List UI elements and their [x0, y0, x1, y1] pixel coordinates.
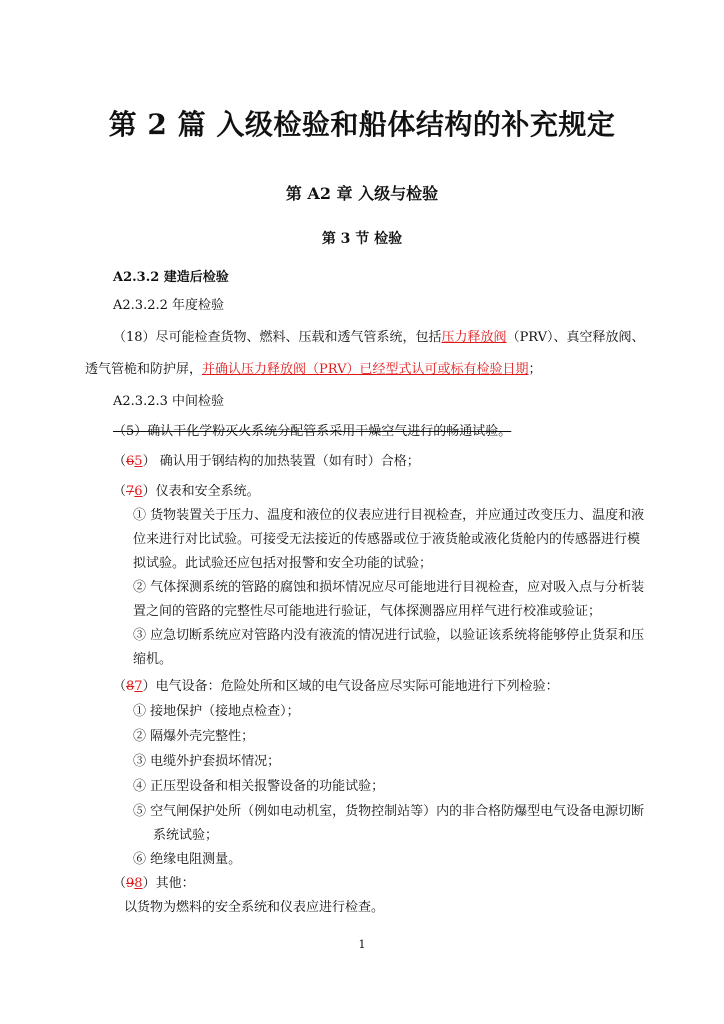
- chapter-title: 第 A2 章 入级与检验: [285, 184, 439, 203]
- item-87: [113, 679, 559, 695]
- heading-a2322: A2.3.2.2 年度检验: [113, 298, 225, 313]
- item-87-old-number: 8: [126, 679, 135, 694]
- item-76-new-number: 6: [134, 484, 143, 499]
- item-76-open: （: [113, 484, 127, 499]
- document-title: 第 2 篇 入级检验和船体结构的补充规定: [108, 108, 616, 141]
- page-number: 1: [358, 938, 366, 951]
- heading-a232: A2.3.2 建造后检验: [113, 270, 229, 285]
- item-87-sub-1: ① 接地保护（接地点检查）；: [133, 704, 300, 719]
- deleted-item-5: （5）确认干化学粉灭火系统分配管系采用干燥空气进行的畅通试验。: [113, 424, 512, 439]
- heading-a2323: A2.3.2.3 中间检验: [113, 394, 225, 409]
- section-title: 第 3 节 检验: [321, 231, 403, 247]
- item-98-old-number: 9: [126, 876, 135, 891]
- item-18-line-2: [85, 362, 542, 378]
- item-65: [113, 454, 420, 470]
- item-18-inserted-prv: 压力释放阀: [441, 330, 507, 345]
- item-76-sub-1b: 位来进行对比试验。可接受无法接近的传感器或位于液货舱或液化货舱内的传感器进行模: [133, 532, 641, 547]
- item-87-open: （: [113, 679, 127, 694]
- item-18-end: ；: [528, 362, 542, 377]
- item-87-sub-5b: 系统试验；: [153, 828, 219, 843]
- closing-line: 以货物为燃料的安全系统和仪表应进行检查。: [124, 900, 385, 915]
- item-98-text: ）其他：: [142, 876, 195, 891]
- item-76-sub-3a: ③ 应急切断系统应对管路内没有液流的情况进行试验，以验证该系统将能够停止货泵和压: [133, 628, 645, 643]
- item-65-text: ） 确认用于钢结构的加热装置（如有时）合格；: [142, 454, 420, 469]
- item-18-line2-start: 透气管桅和防护屏，: [85, 362, 203, 377]
- item-76-sub-2b: 置之间的管路的完整性尽可能地进行验证，气体探测器应用样气进行校准或验证；: [133, 604, 602, 619]
- item-76: [113, 484, 260, 500]
- item-65-old-number: 6: [126, 454, 135, 469]
- item-18-line-1: [113, 330, 645, 346]
- item-18-inserted-clause: 并确认压力释放阀（PRV）已经型式认可或标有检验日期: [202, 362, 529, 377]
- item-87-sub-6: ⑥ 绝缘电阻测量。: [133, 852, 242, 867]
- item-76-old-number: 7: [126, 484, 135, 499]
- item-87-sub-3: ③ 电缆外护套损坏情况；: [133, 754, 281, 769]
- item-98-new-number: 8: [134, 876, 143, 891]
- item-76-sub-3b: 缩机。: [133, 652, 173, 667]
- item-87-text: ）电气设备：危险处所和区域的电气设备应尽实际可能地进行下列检验：: [142, 679, 559, 694]
- item-18-mid: （PRV）、真空释放阀、: [506, 330, 645, 345]
- item-87-sub-2: ② 隔爆外壳完整性；: [133, 729, 255, 744]
- item-87-sub-4: ④ 正压型设备和相关报警设备的功能试验；: [133, 779, 385, 794]
- item-18-prefix: （18）尽可能检查货物、燃料、压载和透气管系统，包括: [113, 330, 442, 345]
- item-76-sub-2a: ② 气体探测系统的管路的腐蚀和损坏情况应尽可能地进行目视检查，应对吸入点与分析装: [133, 580, 645, 595]
- item-87-sub-5a: ⑤ 空气闸保护处所（例如电动机室，货物控制站等）内的非合格防爆型电气设备电源切断: [133, 804, 645, 819]
- item-76-sub-1a: ① 货物装置关于压力、温度和液位的仪表应进行目视检查，并应通过改变压力、温度和液: [133, 508, 645, 523]
- item-65-open: （: [113, 454, 127, 469]
- item-98: [113, 876, 195, 892]
- item-98-open: （: [113, 876, 127, 891]
- item-65-new-number: 5: [134, 454, 143, 469]
- item-76-text: ）仪表和安全系统。: [142, 484, 260, 499]
- item-76-sub-1c: 拟试验。此试验还应包括对报警和安全功能的试验；: [133, 556, 433, 571]
- item-87-new-number: 7: [134, 679, 143, 694]
